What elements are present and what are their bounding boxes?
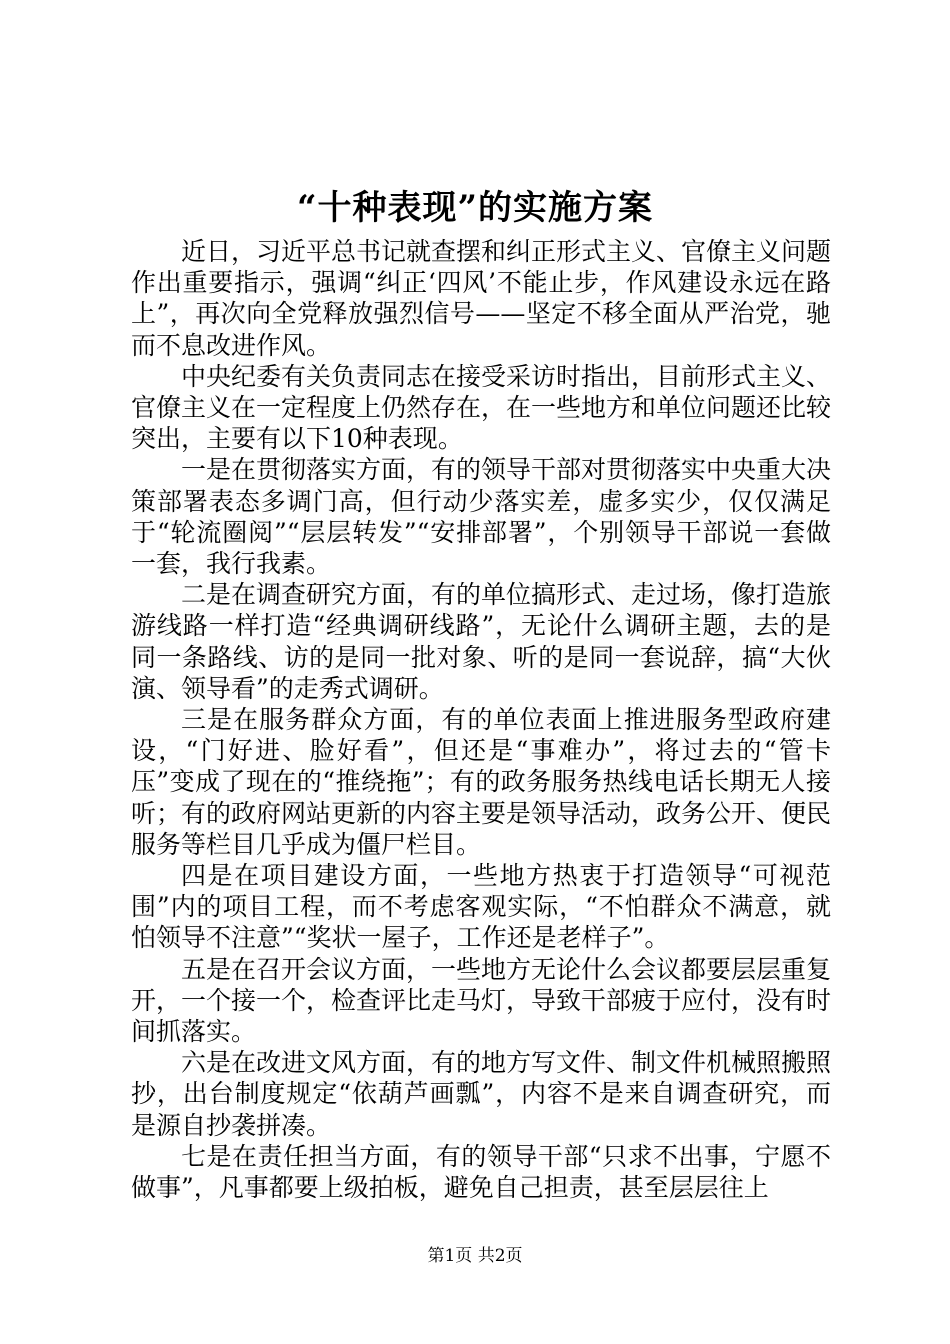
paragraph: 二是在调查研究方面，有的单位搞形式、走过场，像打造旅游线路一样打造“经典调研线路”，无论什么调研主题，去的是同一条路线、访的是同一批对象、听的是同一套说辞，搞“大伙演、领导看”的走秀式调研。 bbox=[131, 580, 832, 703]
paragraph: 三是在服务群众方面，有的单位表面上推进服务型政府建设，“门好进、脸好看”，但还是“事难办”，将过去的“管卡压”变成了现在的“推绕拖”；有的政务服务热线电话长期无人接听；有的政府网站更新的内容主要是领导活动，政务公开、便民服务等栏目几乎成为僵尸栏目。 bbox=[131, 705, 832, 859]
page-footer: 第1页 共2页 bbox=[427, 1246, 523, 1266]
page-title: “十种表现”的实施方案 bbox=[296, 188, 654, 228]
paragraph: 中央纪委有关负责同志在接受采访时指出，目前形式主义、官僚主义在一定程度上仍然存在，在一些地方和单位问题还比较突出，主要有以下10种表现。 bbox=[131, 361, 832, 454]
paragraph: 一是在贯彻落实方面，有的领导干部对贯彻落实中央重大决策部署表态多调门高，但行动少落实差，虚多实少，仅仅满足于“轮流圈阅”“层层转发”“安排部署”，个别领导干部说一套做一套，我行我素。 bbox=[131, 455, 832, 579]
paragraph: 七是在责任担当方面，有的领导干部“只求不出事，宁愿不做事”，凡事都要上级拍板，避免自己担责，甚至层层往上 bbox=[131, 1141, 831, 1203]
paragraph: 六是在改进文风方面，有的地方写文件、制文件机械照搬照抄，出台制度规定“依葫芦画瓢”，内容不是来自调查研究，而是源自抄袭拼凑。 bbox=[131, 1048, 832, 1140]
document-body bbox=[131, 236, 831, 1203]
paragraph: 四是在项目建设方面，一些地方热衷于打造领导“可视范围”内的项目工程，而不考虑客观实际，“不怕群众不满意，就怕领导不注意”“奖状一屋子，工作还是老样子”。 bbox=[131, 861, 831, 953]
paragraph: 五是在召开会议方面，一些地方无论什么会议都要层层重复开，一个接一个，检查评比走马灯，导致干部疲于应付，没有时间抓落实。 bbox=[131, 954, 832, 1047]
paragraph: 近日，习近平总书记就查摆和纠正形式主义、官僚主义问题作出重要指示，强调“纠正‘四风’不能止步，作风建设永远在路上”，再次向全党释放强烈信号——坚定不移全面从严治党，驰而不息改进作风。 bbox=[131, 237, 832, 360]
